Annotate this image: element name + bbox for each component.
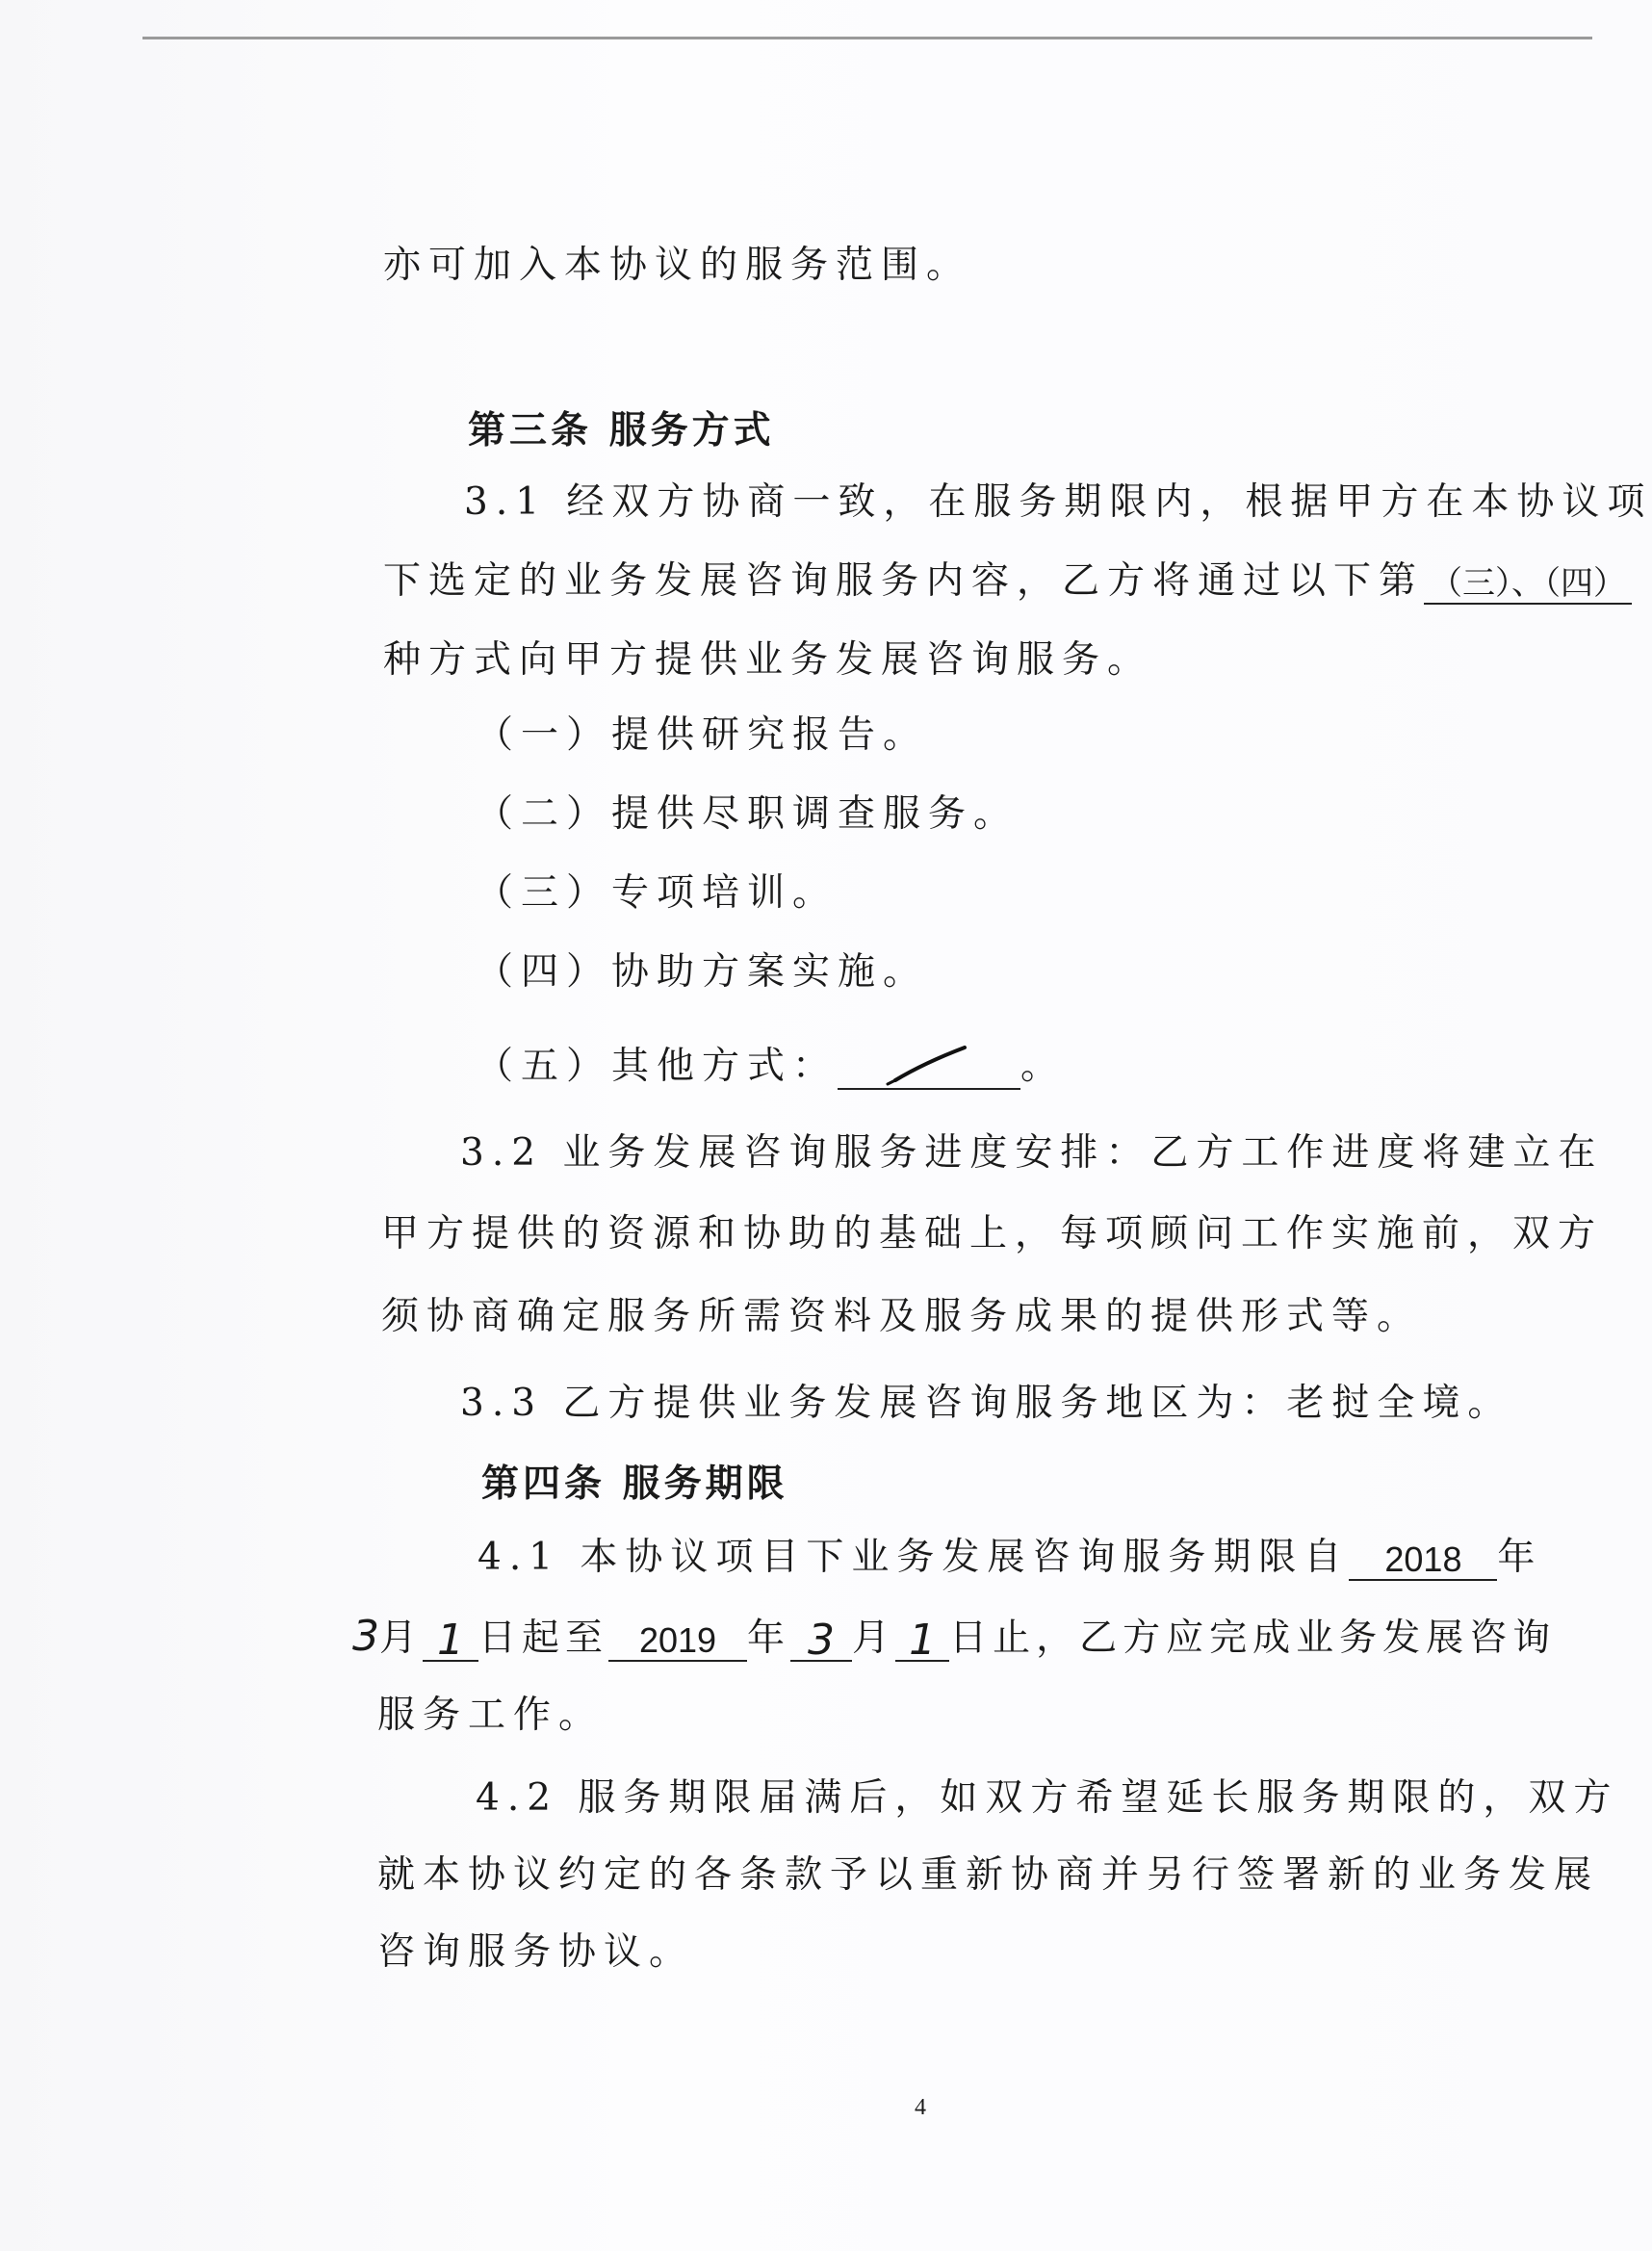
- text-line: 亦可加入本协议的服务范围。: [383, 244, 972, 287]
- top-rule: [142, 37, 1592, 39]
- handwritten-month: 3: [352, 1612, 379, 1661]
- list-item: （二）提供尽职调查服务。: [476, 792, 1020, 836]
- end-year-blank: 2019: [608, 1617, 747, 1662]
- start-year-blank: 2018: [1349, 1537, 1497, 1581]
- text-segment: 月: [379, 1617, 424, 1660]
- empty-blank: [838, 1046, 1020, 1090]
- list-item: （四）协助方案实施。: [476, 950, 929, 994]
- text-segment: 4.1 本协议项目下业务发展咨询服务期限自: [478, 1536, 1350, 1579]
- text-line: 须协商确定服务所需资料及服务成果的提供形式等。: [381, 1295, 1423, 1338]
- text-line: 4.2 服务期限届满后，如双方希望延长服务期限的，双方: [476, 1776, 1619, 1820]
- text-segment: 日止，乙方应完成业务发展咨询: [949, 1617, 1557, 1660]
- page-number: 4: [915, 2095, 926, 2120]
- text-line: 咨询服务协议。: [377, 1930, 695, 1974]
- text-line: 3.1 经双方协商一致，在服务期限内，根据甲方在本协议项: [464, 480, 1652, 524]
- text-line: 3.3 乙方提供业务发展咨询服务地区为：老挝全境。: [460, 1382, 1513, 1425]
- text-line: 就本协议约定的各条款予以重新协商并另行签署新的业务发展: [377, 1853, 1600, 1897]
- section-heading-4: 第四条 服务期限: [481, 1462, 788, 1506]
- handwritten-day: 1: [895, 1617, 949, 1662]
- text-segment: （五）其他方式：: [476, 1045, 839, 1088]
- text-line: 种方式向甲方提供业务发展咨询服务。: [383, 638, 1153, 682]
- text-line: 3.2 业务发展咨询服务进度安排：乙方工作进度将建立在: [460, 1131, 1604, 1175]
- list-item: （三）专项培训。: [476, 871, 839, 915]
- text-segment: 。: [1020, 1045, 1067, 1088]
- text-line: [383, 558, 1632, 605]
- text-segment: 下选定的业务发展咨询服务内容，乙方将通过以下第: [383, 559, 1425, 603]
- section-heading-3: 第三条 服务方式: [468, 409, 775, 453]
- filled-blank: （三）、（四）: [1424, 560, 1632, 605]
- handwritten-month: 3: [790, 1617, 852, 1662]
- text-line: [352, 1612, 1557, 1665]
- text-segment: 年: [1497, 1536, 1543, 1579]
- text-line: [478, 1535, 1542, 1581]
- handwritten-day: 1: [423, 1617, 478, 1662]
- text-line: 甲方提供的资源和协助的基础上，每项顾问工作实施前，双方: [381, 1212, 1604, 1255]
- text-segment: 月: [852, 1617, 896, 1660]
- list-item: （一）提供研究报告。: [476, 713, 929, 757]
- list-item: [476, 1044, 1066, 1090]
- text-segment: 日起至: [478, 1617, 609, 1660]
- text-segment: 年: [747, 1617, 791, 1660]
- text-line: 服务工作。: [377, 1694, 605, 1737]
- handwritten-slash-mark: [838, 1046, 1020, 1088]
